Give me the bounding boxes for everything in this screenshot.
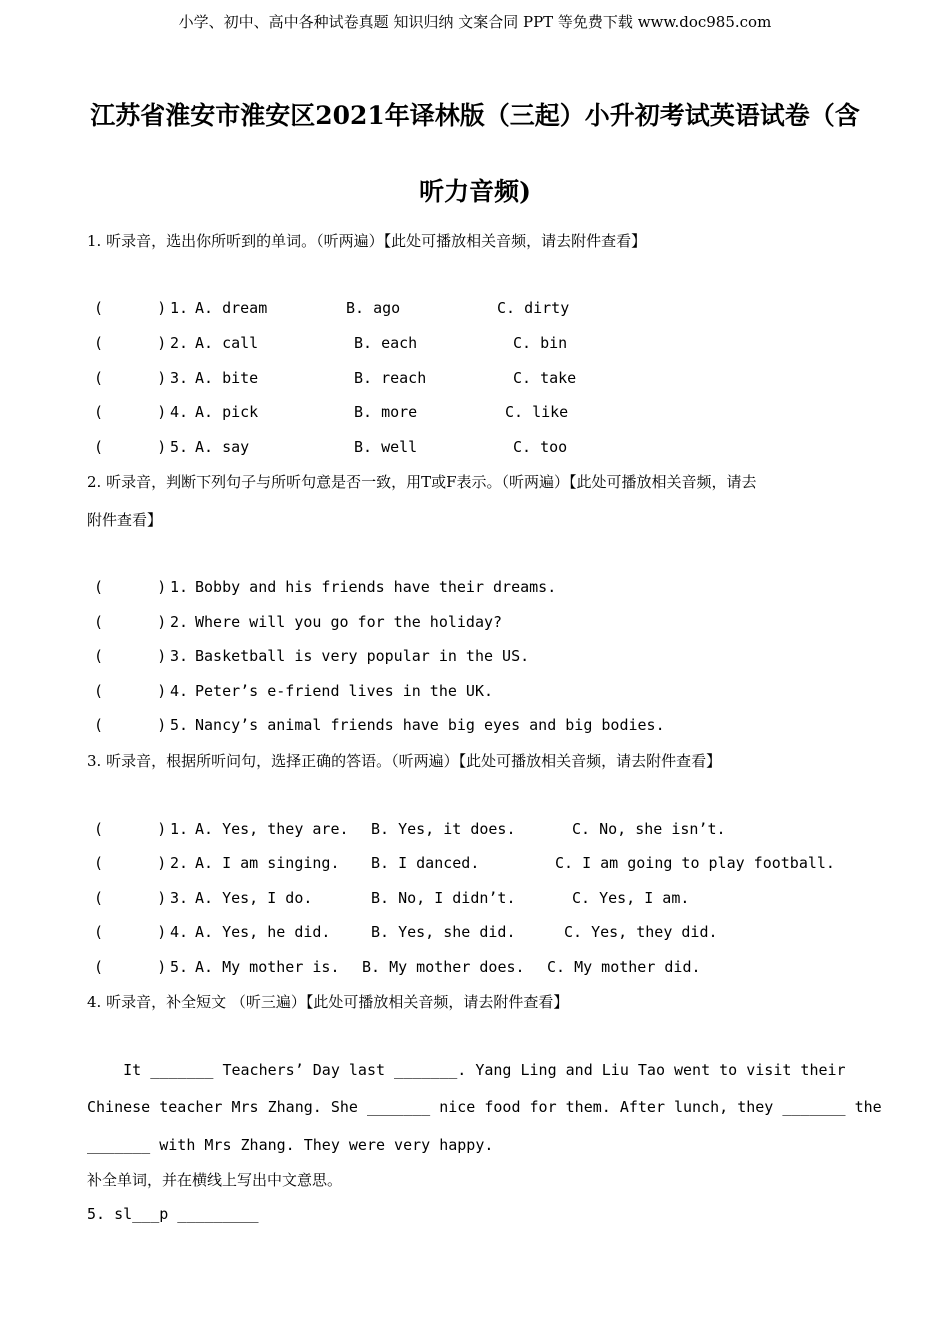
option-a: A. say <box>195 438 250 456</box>
exam-title-line2: 听力音频) <box>419 177 531 206</box>
option-b: B. more <box>354 403 418 421</box>
item-number: 1. <box>170 820 189 838</box>
statement: Where will you go for the holiday? <box>195 613 503 631</box>
section3-heading: 3. 听录音，根据所听问句，选择正确的答语。（听两遍）【此处可播放相关音频，请去附件查看】 <box>87 752 722 770</box>
item-number: 4. <box>170 682 189 700</box>
item-number: 1. <box>170 578 189 596</box>
page-header: 小学、初中、高中各种试卷真题 知识归纳 文案合同 PPT 等免费下载 www.doc985.com <box>178 13 772 31</box>
option-a: A. I am singing. <box>195 854 340 872</box>
answer-paren[interactable]: ( ) <box>94 889 167 907</box>
item-number: 5. <box>170 958 189 976</box>
item-number: 4. <box>170 403 189 421</box>
statement: Basketball is very popular in the US. <box>195 647 530 665</box>
answer-paren[interactable]: ( ) <box>94 438 167 456</box>
section5-instruction: 补全单词，并在横线上写出中文意思。 <box>87 1171 343 1189</box>
option-c: C. dirty <box>497 299 570 317</box>
option-a: A. call <box>195 334 259 352</box>
answer-paren[interactable]: ( ) <box>94 578 167 596</box>
passage-line3: _______ with Mrs Zhang. They were very happy. <box>87 1136 494 1154</box>
option-b: B. Yes, she did. <box>371 923 516 941</box>
item-number: 3. <box>170 889 189 907</box>
option-c: C. No, she isn’t. <box>572 820 726 838</box>
item-number: 2. <box>170 334 189 352</box>
answer-paren[interactable]: ( ) <box>94 958 167 976</box>
option-b: B. My mother does. <box>362 958 525 976</box>
answer-paren[interactable]: ( ) <box>94 369 167 387</box>
option-b: B. well <box>354 438 418 456</box>
option-c: C. too <box>513 438 568 456</box>
answer-paren[interactable]: ( ) <box>94 334 167 352</box>
option-c: C. like <box>505 403 569 421</box>
answer-paren[interactable]: ( ) <box>94 403 167 421</box>
statement: Peter’s e-friend lives in the UK. <box>195 682 494 700</box>
statement: Nancy’s animal friends have big eyes and big bodies. <box>195 716 665 734</box>
statement: Bobby and his friends have their dreams. <box>195 578 557 596</box>
option-c: C. My mother did. <box>547 958 701 976</box>
passage-line2: Chinese teacher Mrs Zhang. She _______ nice food for them. After lunch, they _______ the <box>87 1098 882 1116</box>
option-a: A. My mother is. <box>195 958 340 976</box>
answer-paren[interactable]: ( ) <box>94 299 167 317</box>
answer-paren[interactable]: ( ) <box>94 682 167 700</box>
option-a: A. Yes, he did. <box>195 923 331 941</box>
item-number: 1. <box>170 299 189 317</box>
option-b: B. I danced. <box>371 854 480 872</box>
option-b: B. reach <box>354 369 427 387</box>
answer-paren[interactable]: ( ) <box>94 613 167 631</box>
option-a: A. pick <box>195 403 259 421</box>
item-number: 2. <box>170 613 189 631</box>
section1-heading: 1. 听录音，选出你所听到的单词。（听两遍）【此处可播放相关音频，请去附件查看】 <box>87 232 647 250</box>
option-b: B. No, I didn’t. <box>371 889 516 907</box>
option-a: A. bite <box>195 369 259 387</box>
option-c: C. take <box>513 369 577 387</box>
option-c: C. Yes, I am. <box>572 889 690 907</box>
option-b: B. each <box>354 334 418 352</box>
item-number: 5. <box>170 716 189 734</box>
option-a: A. Yes, I do. <box>195 889 313 907</box>
option-b: B. Yes, it does. <box>371 820 516 838</box>
section2-heading: 2. 听录音，判断下列句子与所听句意是否一致，用T或F表示。（听两遍）【此处可播放相关音频，请去 <box>87 473 757 491</box>
answer-paren[interactable]: ( ) <box>94 716 167 734</box>
option-c: C. bin <box>513 334 568 352</box>
option-c: C. I am going to play football. <box>555 854 835 872</box>
option-c: C. Yes, they did. <box>564 923 718 941</box>
item-number: 3. <box>170 647 189 665</box>
item-number: 4. <box>170 923 189 941</box>
option-a: A. Yes, they are. <box>195 820 349 838</box>
item-number: 2. <box>170 854 189 872</box>
passage-line1: It _______ Teachers’ Day last _______. Yang Ling and Liu Tao went to visit their <box>87 1061 846 1079</box>
spelling-item: 5. sl___p _________ <box>87 1205 259 1223</box>
option-a: A. dream <box>195 299 268 317</box>
section2-heading-cont: 附件查看】 <box>87 511 163 529</box>
answer-paren[interactable]: ( ) <box>94 923 167 941</box>
exam-title-line1: 江苏省淮安市淮安区2021年译林版（三起）小升初考试英语试卷（含 <box>90 101 860 130</box>
answer-paren[interactable]: ( ) <box>94 820 167 838</box>
option-b: B. ago <box>346 299 401 317</box>
section4-heading: 4. 听录音，补全短文 （听三遍）【此处可播放相关音频，请去附件查看】 <box>87 993 569 1011</box>
item-number: 3. <box>170 369 189 387</box>
answer-paren[interactable]: ( ) <box>94 647 167 665</box>
item-number: 5. <box>170 438 189 456</box>
answer-paren[interactable]: ( ) <box>94 854 167 872</box>
